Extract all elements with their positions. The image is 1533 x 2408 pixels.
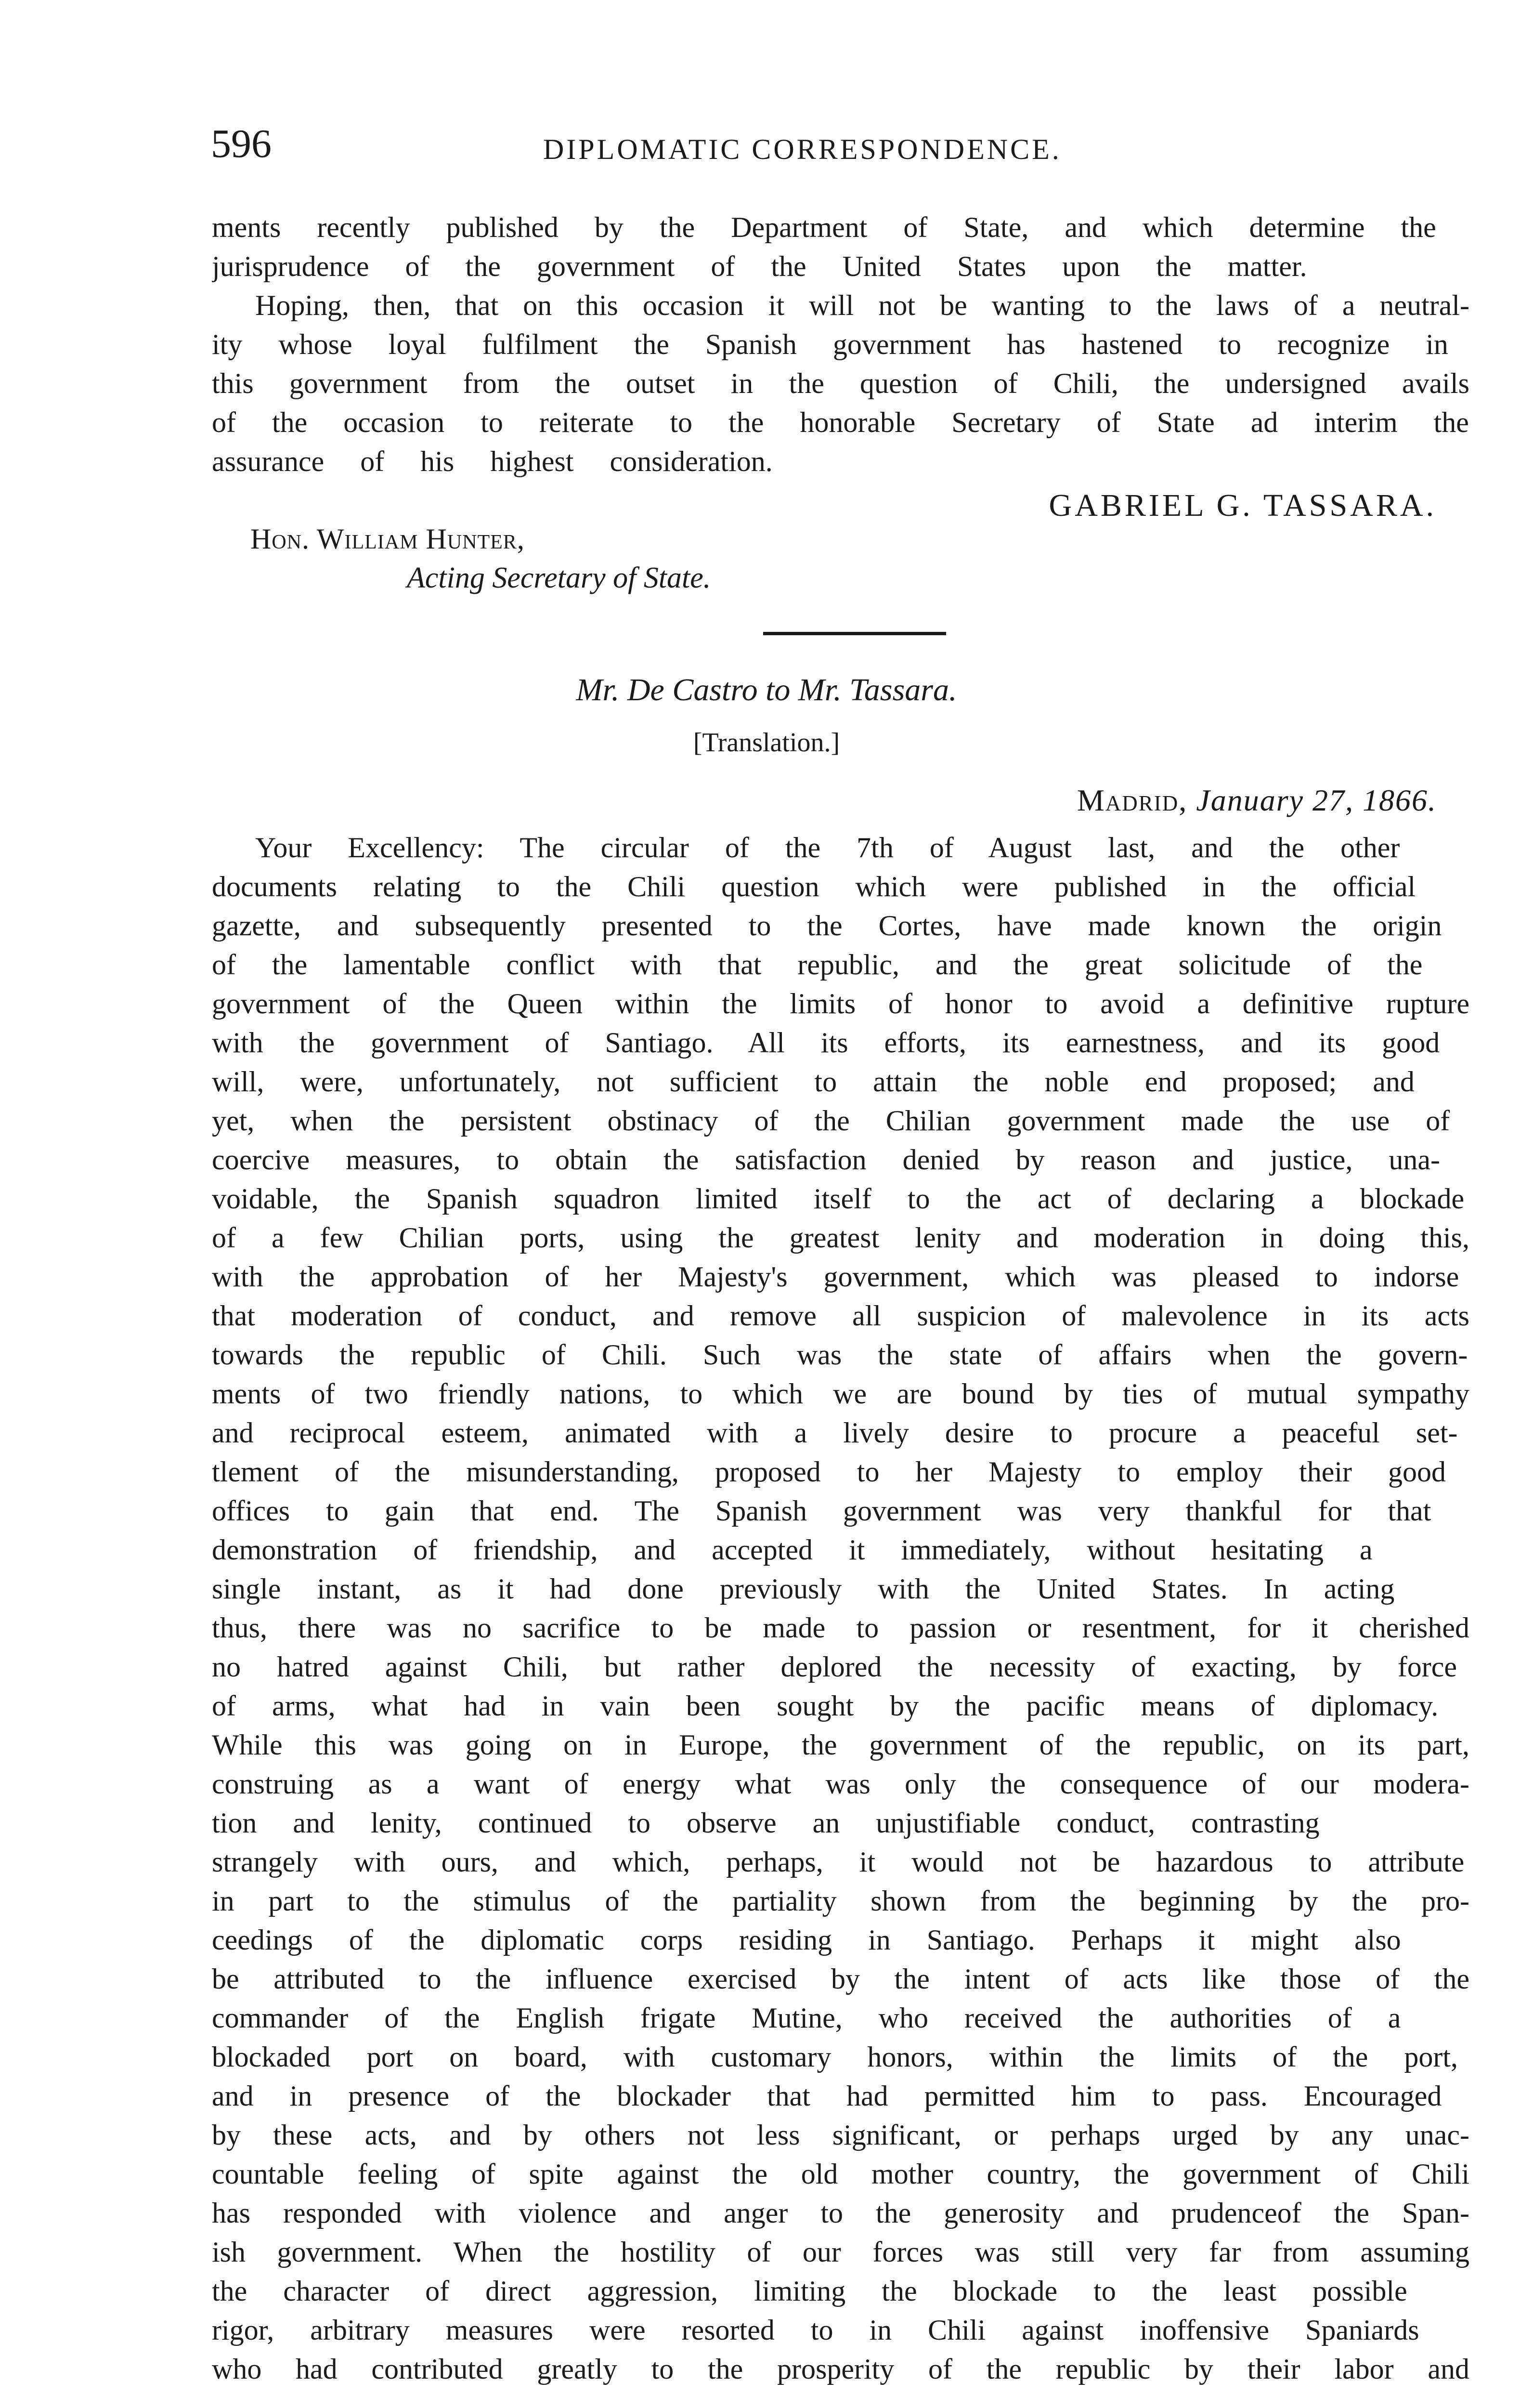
- text-line: demonstration of friendship, and accepted it immediately, without hesitating a: [212, 1534, 1373, 1566]
- section-divider: [763, 632, 946, 635]
- text-line: single instant, as it had done previously with the United States. In acting: [212, 1573, 1395, 1605]
- text-line: who had contributed greatly to the prosperity of the republic by their labor and: [212, 2353, 1469, 2385]
- letter-title: Mr. De Castro to Mr. Tassara.: [576, 672, 957, 707]
- text-line: yet, when the persistent obstinacy of the Chilian government made the use of: [212, 1105, 1450, 1137]
- text-line: of the occasion to reiterate to the honorable Secretary of State ad interim the: [212, 406, 1469, 438]
- page-number: 596: [211, 121, 272, 166]
- text-line: with the government of Santiago. All its efforts, its earnestness, and its good: [212, 1027, 1440, 1059]
- text-line: the character of direct aggression, limiting the blockade to the least possible: [212, 2275, 1407, 2307]
- text-line: of arms, what had in vain been sought by the pacific means of diplomacy.: [212, 1690, 1439, 1722]
- text-line: jurisprudence of the government of the United States upon the matter.: [212, 250, 1307, 282]
- text-line: be attributed to the influence exercised by the intent of acts like those of the: [212, 1963, 1469, 1995]
- text-line: tlement of the misunderstanding, proposed to her Majesty to employ their good: [212, 1456, 1446, 1488]
- letter1-text: [212, 208, 1471, 481]
- text-line: documents relating to the Chili question which were published in the official: [212, 871, 1416, 903]
- text-line: thus, there was no sacrifice to be made to passion or resentment, for it cherished: [212, 1612, 1469, 1644]
- letter2-text: [212, 828, 1471, 2389]
- addressee-title: Acting Secretary of State.: [407, 562, 711, 594]
- text-line: government of the Queen within the limits of honor to avoid a definitive rupture: [212, 988, 1469, 1020]
- text-line: that moderation of conduct, and remove all suspicion of malevolence in its acts: [212, 1300, 1469, 1332]
- text-line: gazette, and subsequently presented to the Cortes, have made known the origin: [212, 910, 1442, 942]
- text-line: will, were, unfortunately, not sufficient to attain the noble end proposed; and: [212, 1066, 1415, 1098]
- text-line: blockaded port on board, with customary honors, within the limits of the port,: [212, 2041, 1458, 2073]
- text-line: voidable, the Spanish squadron limited itself to the act of declaring a blockade: [212, 1183, 1465, 1215]
- text-line: countable feeling of spite against the old mother country, the government of Chili: [212, 2158, 1469, 2190]
- text-line: While this was going on in Europe, the government of the republic, on its part,: [212, 1729, 1469, 1761]
- text-line: and reciprocal esteem, animated with a lively desire to procure a peaceful set-: [212, 1417, 1458, 1449]
- text-line: assurance of his highest consideration.: [212, 445, 773, 477]
- text-line: construing as a want of energy what was only the consequence of our modera-: [212, 1768, 1469, 1800]
- text-line: coercive measures, to obtain the satisfaction denied by reason and justice, una-: [212, 1144, 1440, 1176]
- running-head: DIPLOMATIC CORRESPONDENCE.: [543, 133, 1062, 165]
- text-line: ity whose loyal fulfilment the Spanish government has hastened to recognize in: [212, 328, 1448, 360]
- text-line: with the approbation of her Majesty's government, which was pleased to indorse: [212, 1261, 1459, 1293]
- text-line: and in presence of the blockader that had permitted him to pass. Encouraged: [212, 2080, 1442, 2112]
- translation-note: [Translation.]: [693, 728, 840, 758]
- text-line: Hoping, then, that on this occasion it will not be wanting to the laws of a neutral-: [255, 289, 1469, 321]
- text-line: in part to the stimulus of the partiality shown from the beginning by the pro-: [212, 1885, 1469, 1917]
- signature: GABRIEL G. TASSARA.: [1049, 488, 1437, 523]
- dateline-place: Madrid,: [1077, 783, 1188, 817]
- text-line: offices to gain that end. The Spanish government was very thankful for that: [212, 1495, 1431, 1527]
- dateline: [1077, 783, 1437, 818]
- text-line: tion and lenity, continued to observe an unjustifiable conduct, contrasting: [212, 1807, 1320, 1839]
- text-line: of the lamentable conflict with that republic, and the great solicitude of the: [212, 949, 1423, 981]
- page-header: [211, 120, 1472, 183]
- text-line: this government from the outset in the question of Chili, the undersigned avails: [212, 367, 1469, 399]
- text-line: ments of two friendly nations, to which we are bound by ties of mutual sympathy: [212, 1378, 1469, 1410]
- text-line: strangely with ours, and which, perhaps, it would not be hazardous to attribute: [212, 1846, 1465, 1878]
- text-line: ceedings of the diplomatic corps residing in Santiago. Perhaps it might also: [212, 1924, 1401, 1956]
- text-line: ments recently published by the Department of State, and which determine the: [212, 211, 1436, 243]
- text-line: has responded with violence and anger to the generosity and prudenceof the Span-: [212, 2197, 1469, 2229]
- dateline-date: January 27, 1866.: [1196, 783, 1437, 817]
- text-line: by these acts, and by others not less significant, or perhaps urged by any unac-: [212, 2119, 1469, 2151]
- text-line: no hatred against Chili, but rather deplored the necessity of exacting, by force: [212, 1651, 1457, 1683]
- addressee-name: Hon. William Hunter,: [250, 523, 525, 555]
- text-line: commander of the English frigate Mutine, who received the authorities of a: [212, 2002, 1401, 2034]
- text-line: rigor, arbitrary measures were resorted to in Chili against inoffensive Spaniards: [212, 2314, 1419, 2346]
- text-line: Your Excellency: The circular of the 7th of August last, and the other: [255, 832, 1400, 864]
- text-line: towards the republic of Chili. Such was the state of affairs when the govern-: [212, 1339, 1468, 1371]
- text-line: of a few Chilian ports, using the greatest lenity and moderation in doing this,: [212, 1222, 1469, 1254]
- text-line: ish government. When the hostility of our forces was still very far from assuming: [212, 2236, 1469, 2268]
